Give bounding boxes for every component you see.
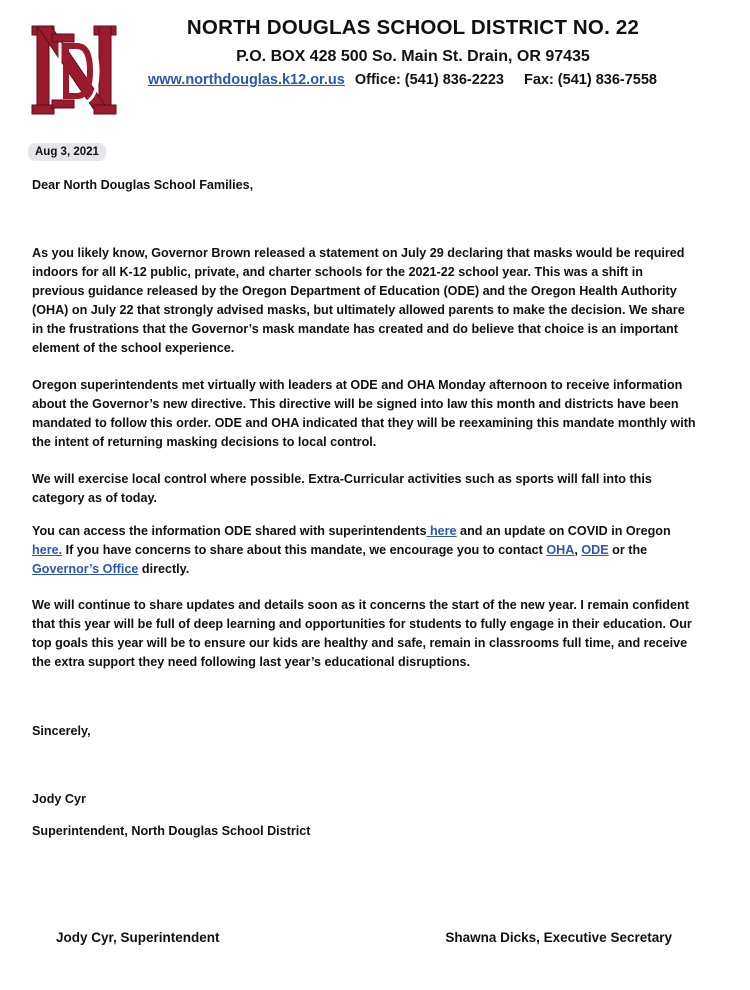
district-address: P.O. BOX 428 500 So. Main St. Drain, OR 97435 <box>236 48 590 65</box>
p4-sep: , <box>574 543 582 557</box>
p4-text-2: and an update on COVID in Oregon <box>456 524 671 538</box>
paragraph-1: As you likely know, Governor Brown released a statement on July 29 declaring that masks would be required indoors for all K-12 public, private, and charter schools for the 2021-22 school year. This was a shift in previous guidance released by the Oregon Department of Education (ODE) and the Oregon Health Authority (OHA) on July 22 that strongly advised masks, but ultimately allowed parents to make the decision. We share in the frustrations that the Governor’s mask mandate has created and do believe that choice is an important element of the school experience. <box>32 246 685 355</box>
oha-link[interactable]: OHA <box>546 543 575 557</box>
fax-number: Fax: (541) 836-7558 <box>523 72 657 88</box>
p4-text-1: You can access the information ODE shared with superintendents <box>32 524 427 538</box>
p4-text-5: directly. <box>138 562 190 576</box>
signer-name: Jody Cyr <box>32 792 86 806</box>
district-logo <box>30 16 118 126</box>
governors-office-link[interactable]: Governor’s Office <box>32 562 139 576</box>
letter-date: Aug 3, 2021 <box>28 143 106 161</box>
office-phone: Office: (541) 836-2223 <box>354 72 504 88</box>
district-title: NORTH DOUGLAS SCHOOL DISTRICT NO. 22 <box>186 16 640 39</box>
p4-text-3: If you have concerns to share about this mandate, we encourage you to contact <box>62 543 547 557</box>
covid-update-link[interactable]: here. <box>32 543 63 557</box>
ode-link[interactable]: ODE <box>581 543 609 557</box>
p4-text-4: or the <box>608 543 648 557</box>
website-link[interactable]: www.northdouglas.k12.or.us <box>148 72 345 88</box>
footer-secretary: Shawna Dicks, Executive Secretary <box>445 930 672 945</box>
paragraph-2: Oregon superintendents met virtually with leaders at ODE and OHA Monday afternoon to receive information about the Governor’s new directive. This directive will be signed into law this month and districts have been mandated to follow this order. ODE and OHA indicated that they will be reexamining this mandate monthly with the intent of returning masking decisions to local control. <box>32 378 696 449</box>
footer-superintendent: Jody Cyr, Superintendent <box>56 930 220 945</box>
ode-info-link[interactable]: here <box>426 524 457 538</box>
salutation: Dear North Douglas School Families, <box>32 178 254 192</box>
paragraph-3: We will exercise local control where possible. Extra-Curricular activities such as sports will fall into this category as of today. <box>32 472 652 505</box>
signer-title: Superintendent, North Douglas School District <box>32 824 311 838</box>
contact-line <box>148 72 688 88</box>
closing: Sincerely, <box>32 724 91 738</box>
paragraph-5: We will continue to share updates and details soon as it concerns the start of the new year. I remain confident that this year will be full of deep learning and opportunities for students to fully engage in their education. Our top goals this year will be to ensure our kids are healthy and safe, remain in classrooms full time, and receive the extra support they need following last year’s educational disruptions. <box>32 598 692 669</box>
paragraph-4 <box>32 522 697 579</box>
